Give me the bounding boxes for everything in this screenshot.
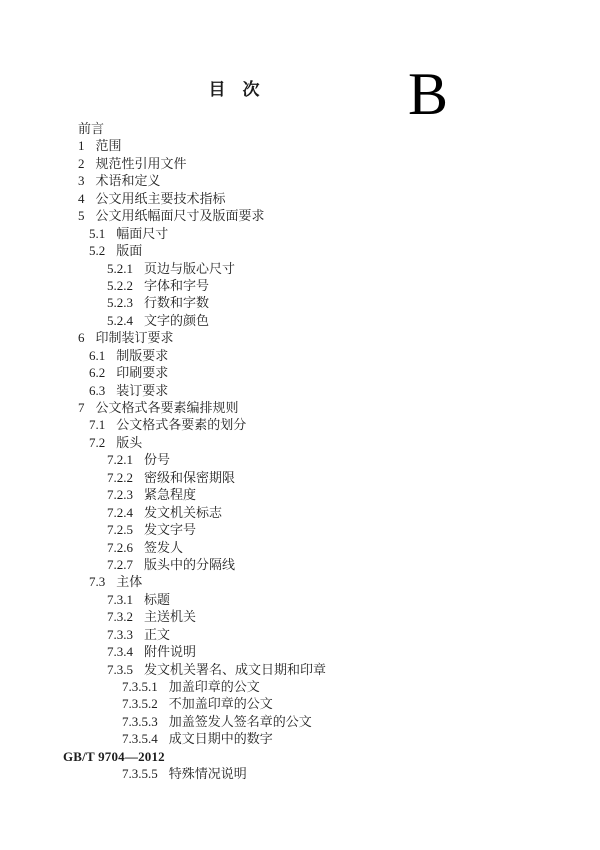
toc-entry [0,539,600,556]
toc-entry [0,469,600,486]
toc-entry-number: 7.3.5 [107,661,133,677]
toc-entry-number: 7.2.6 [107,539,133,555]
toc-entry-number: 7.2.4 [107,504,133,520]
toc-entry-number: 7.1 [89,417,106,433]
toc-entry [0,225,600,242]
toc-entry [0,626,600,643]
toc-entry [0,416,600,433]
toc-entry-label: 制版要求 [116,347,169,363]
toc-entry [0,364,600,381]
toc-entry-number: 7.2.5 [107,522,133,538]
toc-entry-label: 术语和定义 [95,173,161,189]
toc-entry-number: 7.3.4 [107,644,133,660]
toc-entry-number: 6 [78,330,85,346]
doc-code [0,748,600,765]
toc-entry-label: 发文机关标志 [144,504,223,520]
toc-entry [0,120,600,137]
toc-entry [0,190,600,207]
toc-entry-number: 7.3.2 [107,609,133,625]
appendix-letter-mark: B [408,61,449,127]
toc-entry-label: 主体 [116,574,143,590]
toc-entry [0,573,600,590]
toc-entry [0,382,600,399]
toc-entry-number: 1 [78,138,85,154]
doc-code-label: GB/T 9704—2012 [63,748,165,764]
toc-entry [0,608,600,625]
toc-entry-number: 5.2 [89,243,106,259]
toc-entry-label: 幅面尺寸 [116,225,169,241]
toc-entry-label: 特殊情况说明 [168,766,247,782]
toc-entry [0,521,600,538]
toc-entry [0,451,600,468]
toc-entry [0,277,600,294]
toc-entry-number: 7 [78,400,85,415]
toc-entry-label: 公文用纸幅面尺寸及版面要求 [95,208,265,224]
toc-list [0,120,600,783]
page-title: 目 次 [208,80,260,99]
toc-entry-number: 5.1 [89,225,106,241]
toc-entry [0,399,600,416]
toc-entry [0,260,600,277]
toc-entry [0,556,600,573]
toc-entry [0,695,600,712]
toc-entry-label: 页边与版心尺寸 [144,260,236,276]
toc-entry-number: 5.2.1 [107,260,133,276]
toc-entry [0,242,600,259]
toc-entry-number: 7.2 [89,434,106,450]
toc-entry-label: 印刷要求 [116,365,169,381]
toc-entry-number: 7.2.3 [107,487,133,503]
toc-entry-label: 份号 [144,452,171,468]
toc-entry-label: 版头中的分隔线 [144,556,236,572]
toc-entry [0,294,600,311]
toc-entry-number: 5 [78,208,85,224]
toc-entry-label: 不加盖印章的公文 [168,696,273,712]
toc-entry [0,643,600,660]
toc-entry-label: 标题 [144,591,171,607]
toc-entry-number: 5.2.3 [107,295,133,311]
toc-entry [0,312,600,329]
toc-entry-number: 7.3.5.2 [122,696,158,712]
toc-entry-label: 发文字号 [144,522,197,538]
toc-entry-number: 7.3.1 [107,591,133,607]
toc-entry-label: 正文 [144,626,171,642]
toc-entry [0,730,600,747]
toc-entry-label: 成文日期中的数字 [168,731,273,747]
toc-entry [0,591,600,608]
toc-entry-label: 密级和保密期限 [144,469,236,485]
toc-entry [0,329,600,346]
toc-entry-number: 7.3.3 [107,626,133,642]
toc-entry-number: 7.3 [89,574,106,590]
toc-entry-number: 2 [78,155,85,171]
toc-entry-label: 签发人 [144,539,184,555]
toc-entry-number: 6.1 [89,347,106,363]
toc-entry-number: 3 [78,173,85,189]
toc-entry-number: 5.2.4 [107,312,133,328]
toc-entry-number: 6.3 [89,382,106,398]
toc-entry [0,678,600,695]
toc-entry-label: 装订要求 [116,382,169,398]
toc-entry [0,486,600,503]
toc-entry [0,155,600,172]
toc-entry-label: 范围 [95,138,122,154]
toc-entry-label: 规范性引用文件 [95,155,187,171]
toc-entry [0,504,600,521]
toc-entry-label: 加盖印章的公文 [168,679,260,694]
toc-entry-number: 4 [78,190,85,206]
toc-entry-number: 7.3.5.5 [122,766,158,782]
toc-entry-label: 行数和字数 [144,295,210,311]
toc-entry-label: 印制装订要求 [95,330,174,346]
toc-entry-number: 7.2.7 [107,556,133,572]
toc-entry-label: 紧急程度 [144,487,197,503]
toc-entry-number: 7.3.5.1 [122,679,158,694]
toc-entry [0,347,600,364]
toc-entry-number: 7.2.2 [107,469,133,485]
toc-entry-label: 字体和字号 [144,277,210,293]
toc-entry-label: 公文用纸主要技术指标 [95,190,226,206]
toc-entry-label: 发文机关署名、成文日期和印章 [144,661,327,677]
toc-entry [0,661,600,678]
toc-entry-number: 6.2 [89,365,106,381]
toc-entry [0,172,600,189]
toc-entry-label: 公文格式各要素编排规则 [95,400,239,415]
toc-entry [0,207,600,224]
toc-entry-label: 前言 [78,121,105,136]
toc-entry-number: 5.2.2 [107,277,133,293]
toc-entry-label: 版头 [116,434,143,450]
toc-entry-label: 文字的颜色 [144,312,210,328]
toc-entry-number: 7.3.5.4 [122,731,158,747]
toc-entry [0,434,600,451]
toc-entry-label: 版面 [116,243,143,259]
toc-entry [0,765,600,782]
toc-entry-label: 加盖签发人签名章的公文 [168,713,312,729]
toc-entry-label: 主送机关 [144,609,197,625]
toc-entry-number: 7.3.5.3 [122,713,158,729]
toc-entry-number: 7.2.1 [107,452,133,468]
toc-entry [0,713,600,730]
toc-entry [0,137,600,154]
toc-entry-label: 公文格式各要素的划分 [116,417,247,433]
toc-entry-label: 附件说明 [144,644,197,660]
